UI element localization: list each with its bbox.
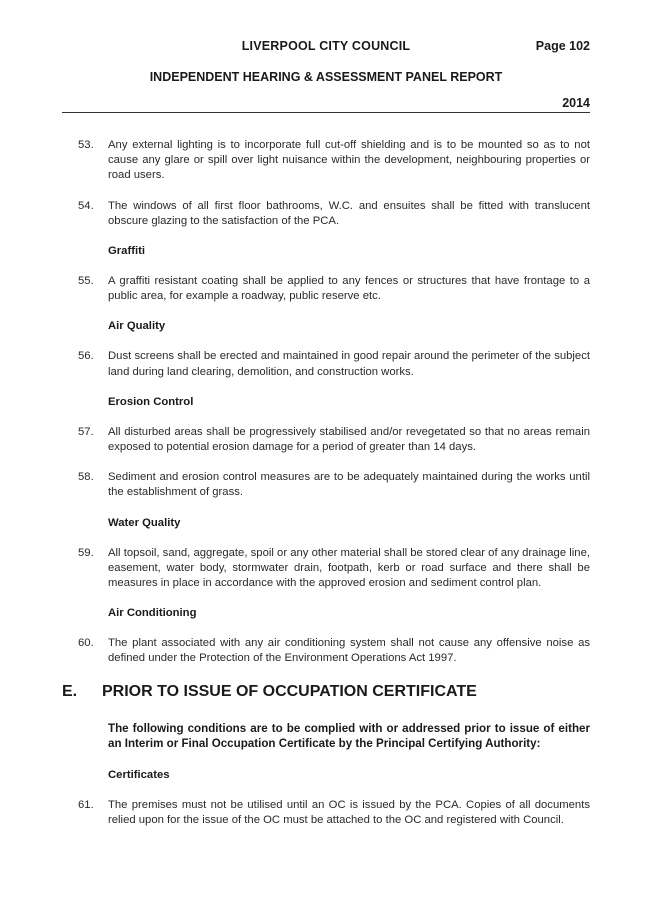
report-title: INDEPENDENT HEARING & ASSESSMENT PANEL REPORT xyxy=(149,70,503,84)
condition-57 xyxy=(72,425,590,455)
condition-55 xyxy=(72,274,590,304)
subheading-certificates: Certificates xyxy=(108,769,170,782)
section-e-heading xyxy=(62,682,590,702)
condition-56 xyxy=(72,349,590,379)
condition-number: 56. xyxy=(78,350,94,363)
council-name: LIVERPOOL CITY COUNCIL xyxy=(241,39,411,53)
condition-54 xyxy=(72,199,590,229)
section-e-intro: The following conditions are to be complied with or addressed prior to issue of either an Interim or Final Occupation Certificate by the Principal Certifying Authority: xyxy=(108,721,590,750)
subheading-graffiti: Graffiti xyxy=(108,245,146,258)
condition-number: 61. xyxy=(78,799,94,812)
condition-text: All disturbed areas shall be progressively stabilised and/or revegetated so that no areas remain exposed to potential erosion damage for a period of greater than 14 days. xyxy=(108,425,590,454)
condition-text: Any external lighting is to incorporate full cut-off shielding and is to be mounted so as to not cause any glare or spill over light nuisance within the development, neighbouring properties or road users. xyxy=(108,139,590,182)
condition-text: A graffiti resistant coating shall be applied to any fences or structures that have frontage to a public area, for example a roadway, public reserve etc. xyxy=(108,275,590,303)
condition-59 xyxy=(72,546,590,592)
condition-number: 60. xyxy=(78,637,94,650)
page-number: Page 102 xyxy=(535,39,590,53)
condition-61 xyxy=(72,798,590,828)
condition-text: The windows of all first floor bathrooms, W.C. and ensuites shall be fitted with translucent obscure glazing to the satisfaction of the PCA. xyxy=(108,199,590,227)
report-year: 2014 xyxy=(562,96,590,110)
condition-text: Dust screens shall be erected and maintained in good repair around the perimeter of the subject land during land clearing, demolition, and construction works. xyxy=(108,350,590,378)
condition-number: 53. xyxy=(78,139,94,151)
header-divider xyxy=(62,112,590,113)
subheading-air-conditioning: Air Conditioning xyxy=(108,607,197,620)
subheading-erosion-control: Erosion Control xyxy=(108,395,194,408)
condition-text: Sediment and erosion control measures are to be adequately maintained during the works until the establishment of grass. xyxy=(108,471,590,499)
section-letter: E. xyxy=(62,682,78,700)
conditions-body xyxy=(62,138,590,828)
condition-number: 54. xyxy=(78,199,94,212)
condition-number: 55. xyxy=(78,275,94,288)
condition-number: 58. xyxy=(78,471,94,484)
subheading-water-quality: Water Quality xyxy=(108,516,181,529)
condition-text: All topsoil, sand, aggregate, spoil or any other material shall be stored clear of any drainage line, easement, water body, stormwater drain, footpath, kerb or road surface and there shall be measures in place in accordance with the approved erosion and sediment control plan. xyxy=(108,546,590,590)
condition-text: The premises must not be utilised until an OC is issued by the PCA. Copies of all documents relied upon for the issue of the OC must be attached to the OC and registered with Council. xyxy=(108,799,590,827)
section-title: PRIOR TO ISSUE OF OCCUPATION CERTIFICATE xyxy=(102,682,477,700)
subheading-air-quality: Air Quality xyxy=(108,320,166,333)
condition-60 xyxy=(72,636,590,666)
condition-53 xyxy=(72,138,590,184)
condition-text: The plant associated with any air conditioning system shall not cause any offensive noise as defined under the Protection of the Environment Operations Act 1997. xyxy=(108,637,590,665)
condition-58 xyxy=(72,470,590,500)
condition-number: 57. xyxy=(78,425,94,438)
condition-number: 59. xyxy=(78,546,94,559)
